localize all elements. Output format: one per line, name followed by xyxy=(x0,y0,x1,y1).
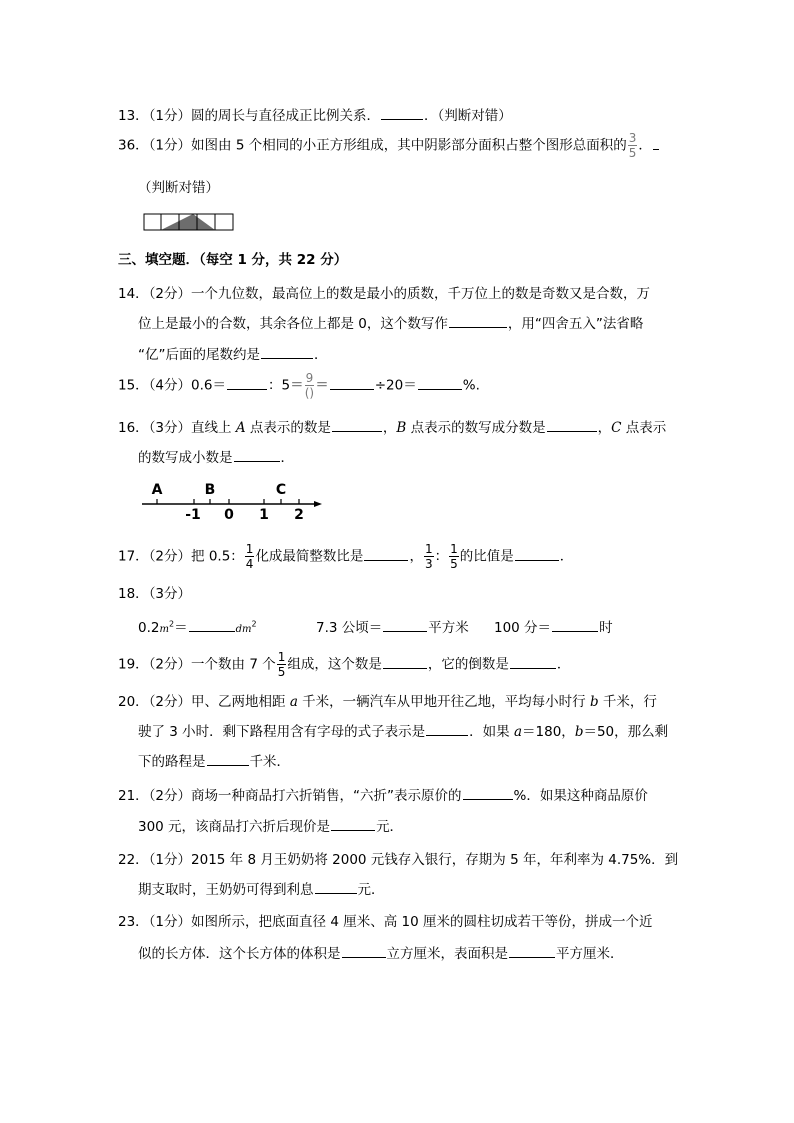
question-score: （2分） xyxy=(148,548,192,565)
question-17: 17．（2分）把 0.5： $\frac{1}{4}$ 化成最简整数比是 ， $\frac{1}{3}$ ： $\frac{1}{5}$ 的比值是 ． xyxy=(118,542,574,571)
question-score: （4分） xyxy=(148,377,192,394)
fraction-1-5: $\frac{1}{5}$ xyxy=(450,542,458,571)
question-number: 17． xyxy=(118,548,149,565)
answer-blank[interactable] xyxy=(510,656,556,669)
answer-blank[interactable] xyxy=(418,377,462,390)
question-16-line2: 的数写成小数是 ． xyxy=(138,450,294,466)
answer-blank[interactable] xyxy=(449,315,507,328)
question-score: （1分） xyxy=(148,914,192,930)
question-number: 13． xyxy=(118,108,149,124)
question-number: 19． xyxy=(118,656,149,673)
fraction-3-5: $\frac{3}{5}$ xyxy=(628,131,637,160)
square-5 xyxy=(215,214,233,230)
answer-blank[interactable] xyxy=(426,723,468,736)
question-18-part2: 7.3 公顷＝ 平方米 xyxy=(316,620,469,636)
question-36 xyxy=(118,132,660,159)
answer-blank[interactable] xyxy=(653,137,659,150)
question-20-line2: 驶了 3 小时．剩下路程用含有字母的式子表示是 ．如果 a＝180，b＝50，那么剩 xyxy=(138,724,669,740)
question-18 xyxy=(118,582,191,602)
question-score: （1分） xyxy=(148,108,192,124)
tick-label-0: 0 xyxy=(224,507,234,522)
question-21-line2: 300 元，该商品打六折后现价是 元． xyxy=(138,819,404,835)
answer-blank[interactable] xyxy=(547,419,597,432)
question-number: 20． xyxy=(118,694,149,710)
question-14 xyxy=(118,282,650,302)
question-23: 23．（1分）如图所示，把底面直径 4 厘米、高 10 厘米的圆柱切成若干等份，拼成一个近 xyxy=(118,914,653,930)
question-number: 16． xyxy=(118,420,149,436)
answer-blank[interactable] xyxy=(342,945,386,958)
answer-blank[interactable] xyxy=(331,818,375,831)
answer-blank[interactable] xyxy=(509,945,555,958)
question-number: 23． xyxy=(118,914,149,930)
tick-label-1: 1 xyxy=(259,507,269,522)
point-label-A: A xyxy=(151,482,163,498)
question-tail: ． xyxy=(638,137,652,154)
question-score: （3分） xyxy=(148,420,192,436)
answer-blank[interactable] xyxy=(332,419,382,432)
answer-blank[interactable] xyxy=(227,377,267,390)
answer-blank[interactable] xyxy=(383,619,427,632)
fraction-1-5: $\frac{1}{5}$ xyxy=(277,650,286,679)
question-14-line3: “亿”后面的尾数约是 ． xyxy=(138,347,328,363)
question-score: （1分） xyxy=(148,852,192,868)
question-36-line2: （判断对错） xyxy=(138,180,219,196)
answer-blank[interactable] xyxy=(515,548,559,561)
question-13 xyxy=(118,104,512,124)
answer-blank[interactable] xyxy=(261,346,313,359)
question-number: 14． xyxy=(118,286,149,302)
question-tail: ．（判断对错） xyxy=(424,108,512,124)
five-squares-figure xyxy=(143,212,235,232)
shaded-triangle xyxy=(161,214,215,230)
question-score: （3分） xyxy=(148,586,192,602)
answer-blank[interactable] xyxy=(383,656,427,669)
question-number: 15． xyxy=(118,377,149,394)
question-16: 16．（3分）直线上 A 点表示的数是 ，B 点表示的数写成分数是 ，C 点表示 xyxy=(118,420,667,436)
question-score: （2分） xyxy=(148,788,192,804)
answer-blank[interactable] xyxy=(207,753,249,766)
question-score: （2分） xyxy=(148,694,192,710)
question-score: （2分） xyxy=(148,656,192,673)
question-20-line3: 下的路程是 千米． xyxy=(138,754,290,770)
question-21: 21．（2分）商场一种商品打六折销售，“六折”表示原价的 %．如果这种商品原价 xyxy=(118,788,648,804)
answer-blank[interactable] xyxy=(463,787,513,800)
answer-blank[interactable] xyxy=(552,619,598,632)
question-22: 22．（1分）2015 年 8 月王奶奶将 2000 元钱存入银行，存期为 5 年，年利率为 4.75%．到 xyxy=(118,852,679,868)
answer-blank[interactable] xyxy=(315,881,357,894)
question-number: 36． xyxy=(118,137,149,154)
question-15: 15．（4分）0.6＝ ：5＝ $\frac{9}{()}$ ＝ ÷20＝ %. xyxy=(118,371,480,400)
answer-blank[interactable] xyxy=(234,449,280,462)
question-text: 一个九位数，最高位上的数是最小的质数，千万位上的数是奇数又是合数，万 xyxy=(191,286,651,302)
question-19: 19．（2分）一个数由 7 个 $\frac{1}{5}$ 组成，这个数是 ，它的倒数是 ． xyxy=(118,650,571,679)
question-number: 22． xyxy=(118,852,149,868)
number-line-arrow xyxy=(314,501,322,507)
answer-blank[interactable] xyxy=(381,107,423,120)
point-label-C: C xyxy=(275,482,287,498)
question-number: 18． xyxy=(118,586,149,602)
square-1 xyxy=(144,214,161,230)
tick-label-2: 2 xyxy=(294,507,304,522)
question-22-line2: 期支取时，王奶奶可得到利息 元． xyxy=(138,882,385,898)
question-number: 21． xyxy=(118,788,149,804)
question-text: 圆的周长与直径成正比例关系． xyxy=(191,108,381,124)
question-score: （1分） xyxy=(148,137,192,154)
answer-blank[interactable] xyxy=(330,377,374,390)
question-text: 如图由 5 个相同的小正方形组成，其中阴影部分面积占整个图形总面积的 xyxy=(191,137,627,154)
question-14-line2: 位上是最小的合数，其余各位上都是 0，这个数写作 ，用“四舍五入”法省略 xyxy=(138,316,644,332)
question-18-part3: 100 分＝ 时 xyxy=(494,620,613,636)
question-score: （2分） xyxy=(148,286,192,302)
answer-blank[interactable] xyxy=(364,548,408,561)
point-label-B: B xyxy=(204,482,216,498)
section-3-title: 三、填空题．（每空 1 分，共 22 分） xyxy=(118,252,348,268)
question-23-line2: 似的长方体．这个长方体的体积是 立方厘米，表面积是 平方厘米． xyxy=(138,946,624,962)
fraction-1-3: $\frac{1}{3}$ xyxy=(424,542,433,571)
fraction-9-blank: $\frac{9}{()}$ xyxy=(304,371,315,400)
number-line-figure xyxy=(136,478,326,522)
answer-blank[interactable] xyxy=(189,619,235,632)
tick-label-neg1: -1 xyxy=(185,507,201,522)
question-18-line2: $0.2m^2= dm^2$ xyxy=(138,619,257,636)
question-20: 20．（2分）甲、乙两地相距 a 千米，一辆汽车从甲地开往乙地，平均每小时行 b 千米，行 xyxy=(118,694,657,710)
fraction-1-4: $\frac{1}{4}$ xyxy=(245,542,254,571)
